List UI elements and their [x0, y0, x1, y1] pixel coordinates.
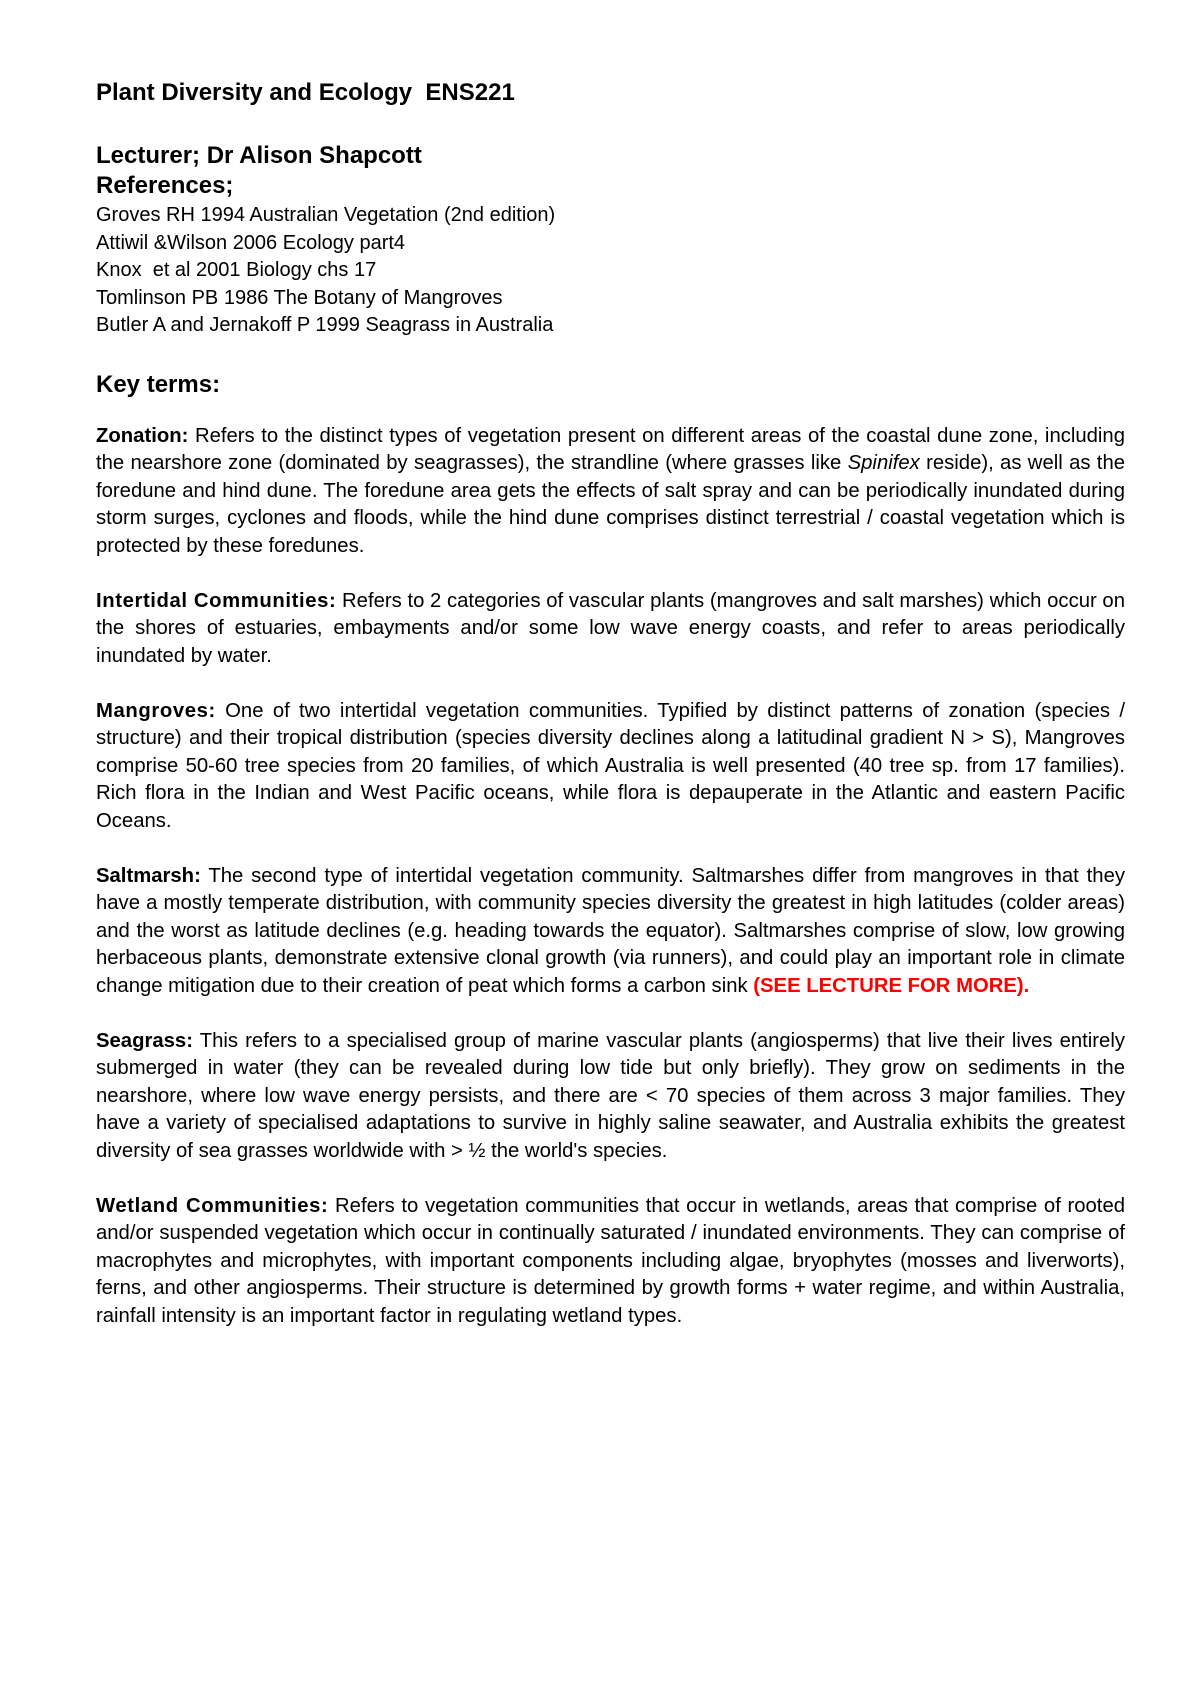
- term-emphasis: Spinifex: [847, 452, 920, 474]
- term-mangroves: [96, 698, 1125, 836]
- term-name: Wetland Communities:: [96, 1194, 329, 1217]
- term-name: Saltmarsh:: [96, 864, 201, 887]
- lecture-note: (SEE LECTURE FOR MORE).: [753, 974, 1030, 997]
- term-definition: Refers to vegetation communities that occur in wetlands, areas that comprise of rooted and/or suspended vegetation which occur in continually saturated / inundated environments. They can comprise of macrophytes and microphytes, with important components including algae, bryophytes (mosses and liverworts), ferns, and other angiosperms. Their structure is determined by growth forms + water regime, and within Australia, rainfall intensity is an important factor in regulating wetland types.: [96, 1194, 1126, 1327]
- references-heading: References;: [96, 172, 234, 199]
- term-definition-cont: reside), as well as the foredune and hind dune. The foredune area gets the effects of salt spray and can be periodically inundated during storm surges, cyclones and floods, while the hind dune comprises distinct terrestrial / coastal vegetation which is protected by these foredunes.: [96, 452, 1126, 557]
- term-definition: The second type of intertidal vegetation community. Saltmarshes differ from mangroves in that they have a mostly temperate distribution, with community species diversity the greatest in high latitudes (colder areas) and the worst as latitude declines (e.g. heading towards the equator). Saltmarshes comprise of slow, low growing herbaceous plants, demonstrate extensive clonal growth (via runners), and could play an important role in climate change mitigation due to their creation of peat which forms a carbon sink: [96, 864, 1125, 997]
- reference-item: Butler A and Jernakoff P 1999 Seagrass in Australia: [96, 314, 554, 336]
- reference-item: Knox et al 2001 Biology chs 17: [96, 259, 377, 281]
- term-definition: Refers to 2 categories of vascular plants (mangroves and salt marshes) which occur on the shores of estuaries, embayments and/or some low wave energy coasts, and refer to areas periodically inundated by water.: [96, 589, 1125, 667]
- term-name: Zonation:: [96, 424, 189, 447]
- reference-item: Tomlinson PB 1986 The Botany of Mangroves: [96, 286, 503, 309]
- references-list: [96, 202, 1125, 340]
- term-name: Seagrass:: [96, 1029, 193, 1052]
- term-definition: This refers to a specialised group of marine vascular plants (angiosperms) that live their lives entirely submerged in water (they can be revealed during low tide but only briefly). They grow on sediments in the nearshore, where low wave energy persists, and there are < 70 species of them across 3 major families. They have a variety of specialised adaptations to survive in highly saline seawater, and Australia exhibits the greatest diversity of sea grasses worldwide with > ½ the world's species.: [96, 1029, 1125, 1162]
- key-terms-heading: Key terms:: [96, 370, 221, 398]
- term-definition: Refers to the distinct types of vegetation present on different areas of the coastal dune zone, including the nearshore zone (dominated by seagrasses), the strandline (where grasses like: [96, 424, 1125, 474]
- term-wetland-communities: [96, 1193, 1125, 1331]
- term-seagrass: [96, 1028, 1125, 1166]
- reference-item: Attiwil &Wilson 2006 Ecology part4: [96, 231, 406, 254]
- term-saltmarsh: [96, 863, 1125, 1001]
- reference-item: Groves RH 1994 Australian Vegetation (2nd edition): [96, 204, 556, 226]
- term-definition: One of two intertidal vegetation communities. Typified by distinct patterns of zonation (species / structure) and their tropical distribution (species diversity declines along a latitudinal gradient N > S), Mangroves comprise 50-60 tree species from 20 families, of which Australia is well presented (40 tree sp. from 17 families). Rich flora in the Indian and West Pacific oceans, while flora is depauperate in the Atlantic and eastern Pacific Oceans.: [96, 699, 1125, 832]
- lecturer-line: Lecturer; Dr Alison Shapcott: [96, 142, 422, 169]
- term-intertidal-communities: [96, 588, 1125, 671]
- term-zonation: [96, 423, 1125, 561]
- term-name: Mangroves:: [96, 699, 216, 722]
- term-name: Intertidal Communities:: [96, 589, 337, 612]
- document-title: Plant Diversity and Ecology ENS221: [96, 79, 515, 106]
